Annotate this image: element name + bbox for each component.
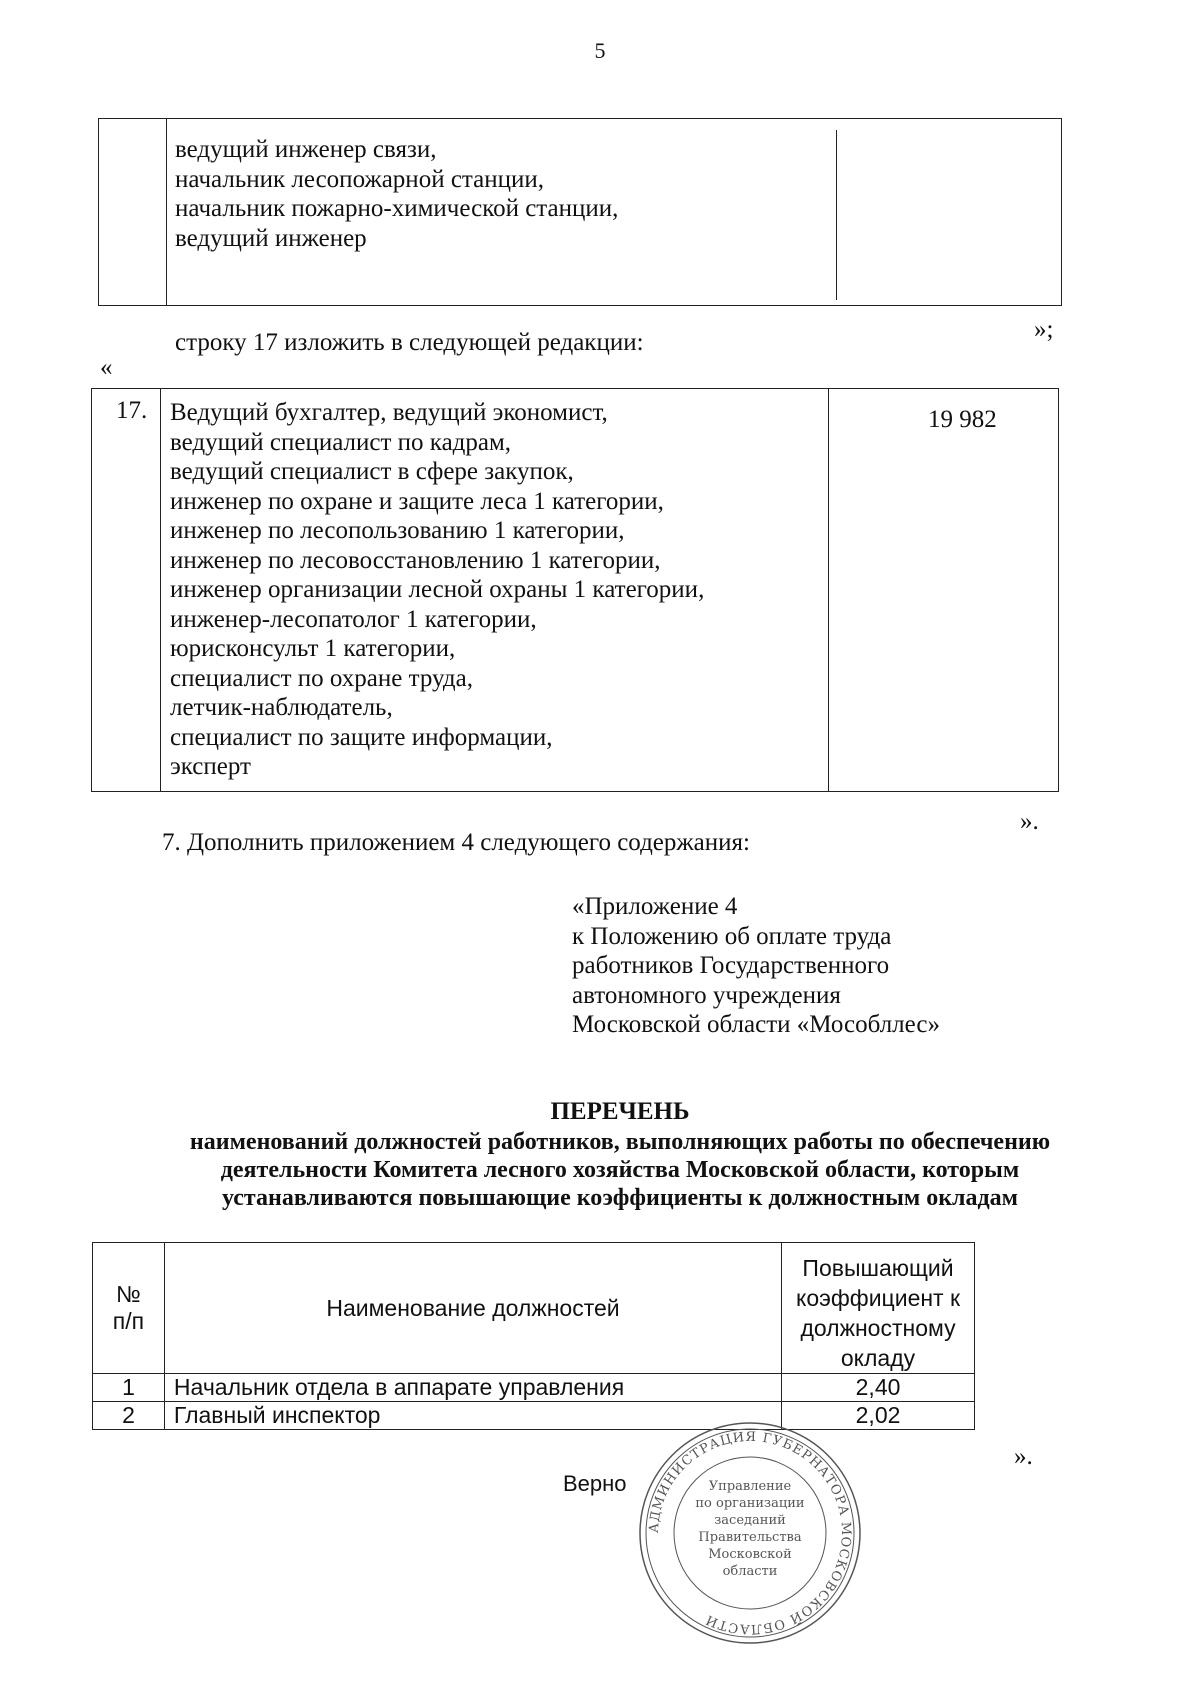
table-1-col-divider-1	[166, 118, 167, 306]
table-2-col-divider-1	[160, 388, 161, 792]
open-quote-1: «	[100, 354, 113, 381]
stamp-inner-line: Правительства	[698, 1530, 802, 1545]
header-number	[93, 1243, 165, 1374]
table-2-col-divider-2	[828, 388, 829, 792]
positions-table	[92, 1242, 975, 1430]
row-number: 2	[93, 1402, 165, 1430]
header-name: Наименование должностей	[164, 1243, 781, 1374]
document-subtitle-line: деятельности Комитета лесного хозяйства Московской области, которым	[220, 1157, 1020, 1183]
appendix-header	[572, 892, 940, 1040]
row-name: Начальник отдела в аппарате управления	[164, 1374, 781, 1402]
row-name: Главный инспектор	[164, 1402, 781, 1430]
close-quote-3: ».	[1014, 1443, 1033, 1470]
close-quote-1: »;	[1034, 316, 1054, 343]
table-2-line: инженер по охране и защите леса 1 категории,	[170, 487, 664, 515]
table-2-line: юрисконсульт 1 категории,	[170, 635, 456, 662]
document-subtitle-line: устанавливаются повышающие коэффициенты к должностным окладам	[222, 1185, 1018, 1211]
verno-label: Верно	[563, 1471, 627, 1496]
document-subtitle-line: наименований должностей работников, выполняющих работы по обеспечению	[189, 1129, 1051, 1155]
stamp-inner-line: заседаний	[714, 1513, 786, 1528]
table-2-text	[170, 398, 704, 782]
stamp-inner-line: Управление	[708, 1479, 792, 1494]
stamp-ring-text: АДМИНИСТРАЦИЯ ГУБЕРНАТОРА МОСКОВСКОЙ ОБЛАСТИ	[646, 1429, 854, 1637]
row-number: 1	[93, 1374, 165, 1402]
table-2-line: инженер-лесопатолог 1 категории,	[170, 605, 537, 633]
table-row	[93, 1374, 975, 1402]
stamp-inner-line: по организации	[695, 1496, 805, 1511]
table-1-line: ведущий инженер	[175, 224, 367, 252]
table-2-row-number: 17.	[116, 397, 148, 424]
table-2-line: инженер организации лесной охраны 1 категории,	[170, 576, 705, 603]
row-coef: 2,40	[782, 1374, 975, 1402]
table-1-line: начальник пожарно-химической станции,	[175, 195, 619, 222]
table-1-line: ведущий инженер связи,	[175, 136, 437, 163]
header-coef-line: Повышающий	[802, 1255, 954, 1281]
stamp-inner-line: Московской	[708, 1547, 792, 1562]
official-stamp	[635, 1418, 865, 1648]
header-number-line: №	[116, 1281, 141, 1307]
header-coef-line: окладу	[840, 1345, 916, 1371]
instruction-1: строку 17 изложить в следующей редакции:	[175, 329, 644, 356]
document-title-block	[90, 1098, 1150, 1212]
table-2-line: специалист по охране труда,	[170, 664, 473, 692]
table-2-line: эксперт	[170, 753, 251, 780]
header-coef-line: должностному	[800, 1315, 956, 1341]
table-2-line: специалист по защите информации,	[170, 723, 553, 751]
table-2-line: инженер по лесопользованию 1 категории,	[170, 517, 625, 544]
header-number-line: п/п	[112, 1308, 145, 1334]
stamp-inner-line: области	[722, 1564, 778, 1579]
table-1-col-divider-2	[836, 130, 837, 300]
close-quote-2: ».	[1020, 808, 1039, 835]
table-2-line: летчик-наблюдатель,	[170, 694, 393, 721]
table-2-line: ведущий специалист по кадрам,	[170, 428, 512, 456]
page-number: 5	[594, 38, 606, 63]
table-2-value: 19 982	[928, 406, 997, 433]
table-1-text	[175, 135, 618, 253]
stamp-inner-text	[665, 1478, 835, 1580]
table-2-line: ведущий специалист в сфере закупок,	[170, 458, 574, 485]
instruction-2: 7. Дополнить приложением 4 следующего содержания:	[162, 829, 750, 856]
appendix-line: автономного учреждения	[572, 981, 841, 1009]
table-2-line: Ведущий бухгалтер, ведущий экономист,	[170, 399, 608, 426]
appendix-line: «Приложение 4	[572, 893, 738, 920]
appendix-line: Московской области «Мособллес»	[572, 1011, 940, 1038]
table-2-line: инженер по лесовосстановлению 1 категории,	[170, 546, 661, 574]
header-coef-line: коэффициент к	[796, 1285, 961, 1311]
appendix-line: работников Государственного	[572, 952, 890, 979]
table-1-line: начальник лесопожарной станции,	[175, 165, 545, 193]
appendix-line: к Положению об оплате труда	[572, 922, 892, 950]
table-header-row	[93, 1243, 975, 1374]
row-coef: 2,02	[782, 1402, 975, 1430]
header-coef	[782, 1243, 975, 1374]
document-title: ПЕРЕЧЕНЬ	[550, 1098, 690, 1125]
